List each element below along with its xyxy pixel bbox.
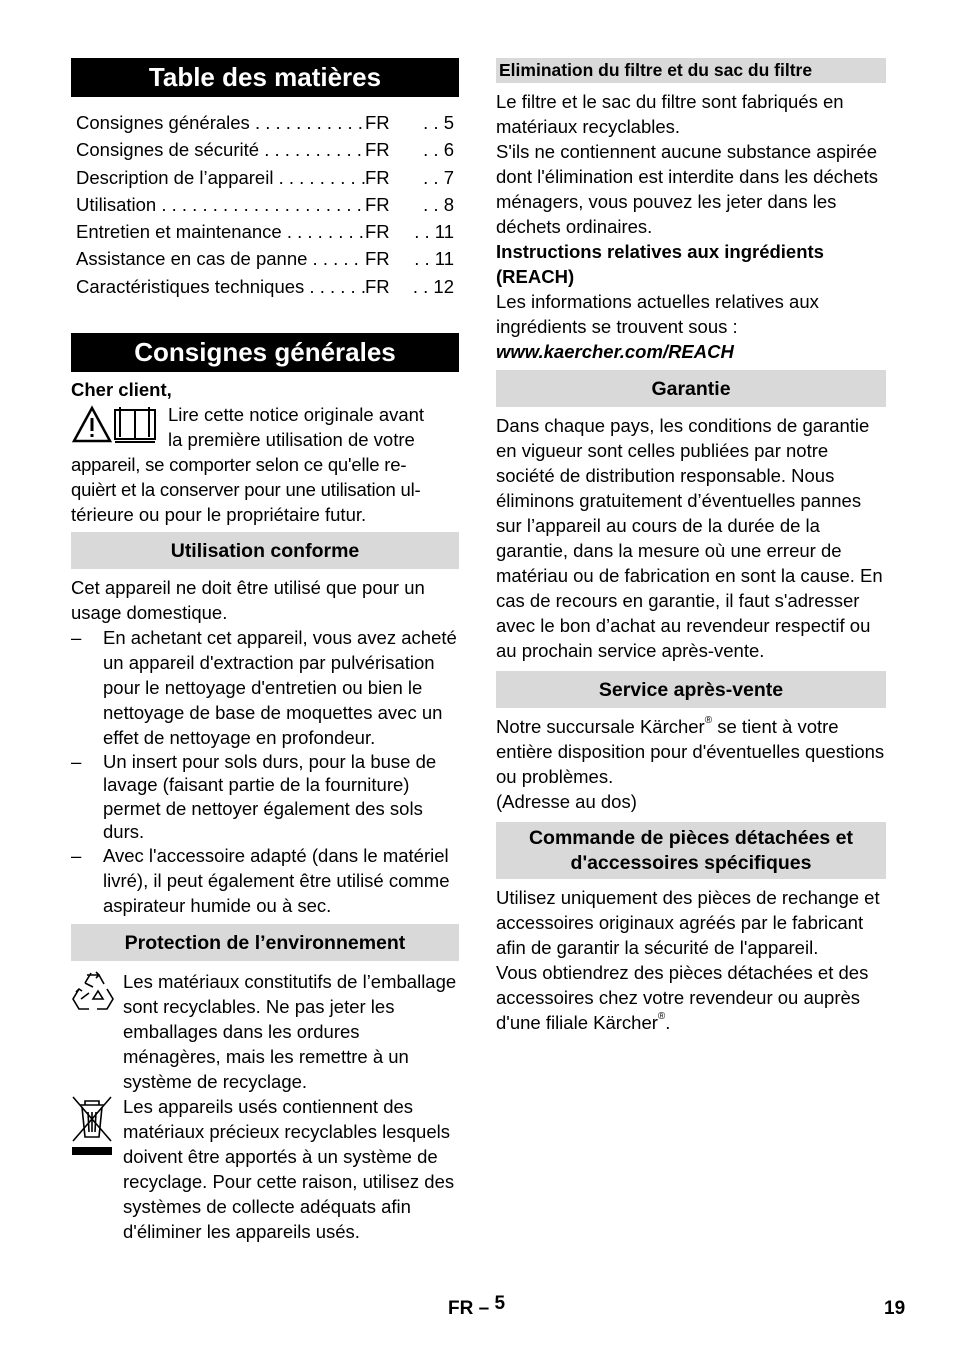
registered-mark: ® bbox=[704, 715, 713, 726]
page-number: 19 bbox=[884, 1298, 906, 1319]
use-intro: Cet appareil ne doit être utilisé que pour un usage domestique. bbox=[71, 577, 425, 624]
weee-bin-icon bbox=[71, 1094, 113, 1160]
toc-item[interactable] bbox=[76, 109, 459, 136]
toc-item-page: . . 8 bbox=[409, 191, 459, 218]
toc-item[interactable] bbox=[76, 164, 459, 191]
toc-item-page: . . 6 bbox=[409, 136, 459, 163]
warranty-text: Dans chaque pays, les conditions de garantie en vigueur sont celles publiées par notre société de distribution responsable. Nous éliminons gratuitement d’éventuelles pannes sur l’appareil au cours de la durée de la garantie, dans la mesure où une erreur de matériau ou de fabrication en sont la cause. En cas de recours en garantie, il faut s'adresser avec le bon d’achat au revendeur respectif ou au prochain service après-vente. bbox=[496, 415, 883, 661]
registered-mark: ® bbox=[657, 1011, 666, 1022]
toc-item-lang: FR bbox=[365, 139, 390, 161]
service-text bbox=[496, 714, 886, 789]
service-text-a: Notre succursale Kärcher bbox=[496, 716, 705, 737]
toc-item-page: . . 11 bbox=[409, 245, 459, 272]
warranty-heading: Garantie bbox=[496, 370, 886, 407]
list-item: – Un insert pour sols durs, pour la buse de lavage (faisant partie de la fourniture) permet de nettoyer également des sols durs. bbox=[71, 750, 459, 843]
toc-item-label: Caractéristiques techniques . . . bbox=[76, 273, 365, 300]
list-item: – En achetant cet appareil, vous avez acheté un appareil d'extraction par pulvérisation pour le nettoyage d'entretien ou bien le nettoyage de base de moquettes avec un effet de nettoyage en profondeur. bbox=[71, 625, 459, 750]
reach-heading: Instructions relatives aux ingrédients (REACH) bbox=[496, 241, 824, 287]
use-list bbox=[71, 625, 459, 918]
parts-text-1: Utilisez uniquement des pièces de rechange et accessoires originaux agréés par le fabricant afin de garantir la sécurité de l'appareil. bbox=[496, 887, 880, 958]
toc-item-page: . . 5 bbox=[409, 109, 459, 136]
footer-lang: FR bbox=[448, 1298, 474, 1319]
intro-block bbox=[71, 402, 459, 527]
env-appliance-text: Les appareils usés contiennent des matériaux précieux recyclables lesquels doivent être apportés à un système de recyclage. Pour cette raison, utilisez des systèmes de collecte adéquats afin d'éliminer les appareils usés. bbox=[123, 1096, 455, 1243]
filter-heading: Elimination du filtre et du sac du filtre bbox=[496, 58, 886, 83]
footer-section-label bbox=[448, 1293, 506, 1321]
env-packaging-text: Les matériaux constitutifs de l’emballage sont recyclables. Ne pas jeter les emballages dans les ordures ménagères, mais les remettre à un système de recyclage. bbox=[123, 971, 457, 1093]
toc-item-lang: FR bbox=[365, 112, 390, 133]
reach-text: Les informations actuelles relatives aux ingrédients se trouvent sous : bbox=[496, 291, 819, 337]
parts-heading: Commande de pièces détachées et d'accessoires spécifiques bbox=[496, 822, 886, 879]
toc-item-label: Utilisation . . . bbox=[76, 191, 365, 218]
toc-item-lang: FR bbox=[365, 248, 390, 270]
intro-line-3: appareil, se comporter selon ce qu'elle re- bbox=[71, 454, 407, 476]
toc-item-page: . . 7 bbox=[409, 164, 459, 191]
toc-item-label: Consignes de sécurité . . . bbox=[76, 136, 365, 163]
filter-text-1: Le filtre et le sac du filtre sont fabriqués en matériaux recyclables. bbox=[496, 91, 844, 137]
recycling-icon bbox=[71, 969, 115, 1013]
left-column bbox=[71, 58, 459, 1244]
toc-item-lang: FR bbox=[365, 221, 390, 243]
toc-item[interactable] bbox=[76, 136, 459, 163]
toc-item[interactable] bbox=[76, 245, 459, 272]
footer-section-page: 5 bbox=[494, 1293, 506, 1314]
parts-text-2b: . bbox=[665, 1012, 671, 1033]
toc-item-label: Entretien et maintenance . . . bbox=[76, 218, 365, 245]
parts-text-2a: Vous obtiendrez des pièces détachées et des accessoires chez votre revendeur ou auprès d'une filiale Kärcher bbox=[496, 962, 869, 1033]
env-packaging-block bbox=[71, 969, 459, 1094]
toc-item-page: . . 12 bbox=[409, 273, 459, 300]
footer-dash: – bbox=[478, 1298, 490, 1319]
toc-heading: Table des matières bbox=[71, 58, 459, 97]
toc-item[interactable] bbox=[76, 191, 459, 218]
toc-item-lang: FR bbox=[365, 275, 390, 297]
toc-item-label: Assistance en cas de panne . . . bbox=[76, 245, 365, 272]
env-appliance-block bbox=[71, 1094, 459, 1244]
warning-manual-icon bbox=[71, 404, 161, 444]
toc-item-label: Consignes générales . . . bbox=[76, 109, 365, 136]
service-address: (Adresse au dos) bbox=[496, 791, 637, 812]
general-heading: Consignes générales bbox=[71, 333, 459, 372]
greeting: Cher client, bbox=[71, 379, 172, 401]
intro-line-1: Lire cette notice originale avant bbox=[168, 404, 425, 426]
filter-text-2: S'ils ne contiennent aucune substance aspirée dont l'élimination est interdite dans les déchets ménagers, vous pouvez les jeter dans les déchets ordinaires. bbox=[496, 141, 878, 237]
toc-item-lang: FR bbox=[365, 166, 390, 188]
env-heading: Protection de l’environnement bbox=[71, 924, 459, 961]
parts-text-2 bbox=[496, 960, 886, 1035]
toc-item-lang: FR bbox=[365, 193, 390, 215]
toc-item-label: Description de l’appareil . . . bbox=[76, 164, 365, 191]
intro-line-2: la première utilisation de votre bbox=[168, 429, 415, 451]
service-heading: Service après-vente bbox=[496, 671, 886, 708]
toc-item-page: . . 11 bbox=[409, 218, 459, 245]
use-heading: Utilisation conforme bbox=[71, 532, 459, 569]
intro-line-4: quièrt et la conserver pour une utilisation ul- bbox=[71, 479, 421, 501]
right-column bbox=[496, 58, 886, 1035]
list-item: – Avec l'accessoire adapté (dans le matériel livré), il peut également être utilisé comme aspirateur humide ou à sec. bbox=[71, 843, 459, 918]
table-of-contents bbox=[71, 97, 459, 300]
reach-link[interactable]: www.kaercher.com/REACH bbox=[496, 341, 734, 362]
toc-item[interactable] bbox=[76, 218, 459, 245]
intro-line-5: térieure ou pour le propriétaire futur. bbox=[71, 504, 367, 526]
toc-item[interactable] bbox=[76, 273, 459, 300]
service-text-b: se tient à votre entière disposition pour d'éventuelles questions ou problèmes. bbox=[496, 716, 885, 787]
